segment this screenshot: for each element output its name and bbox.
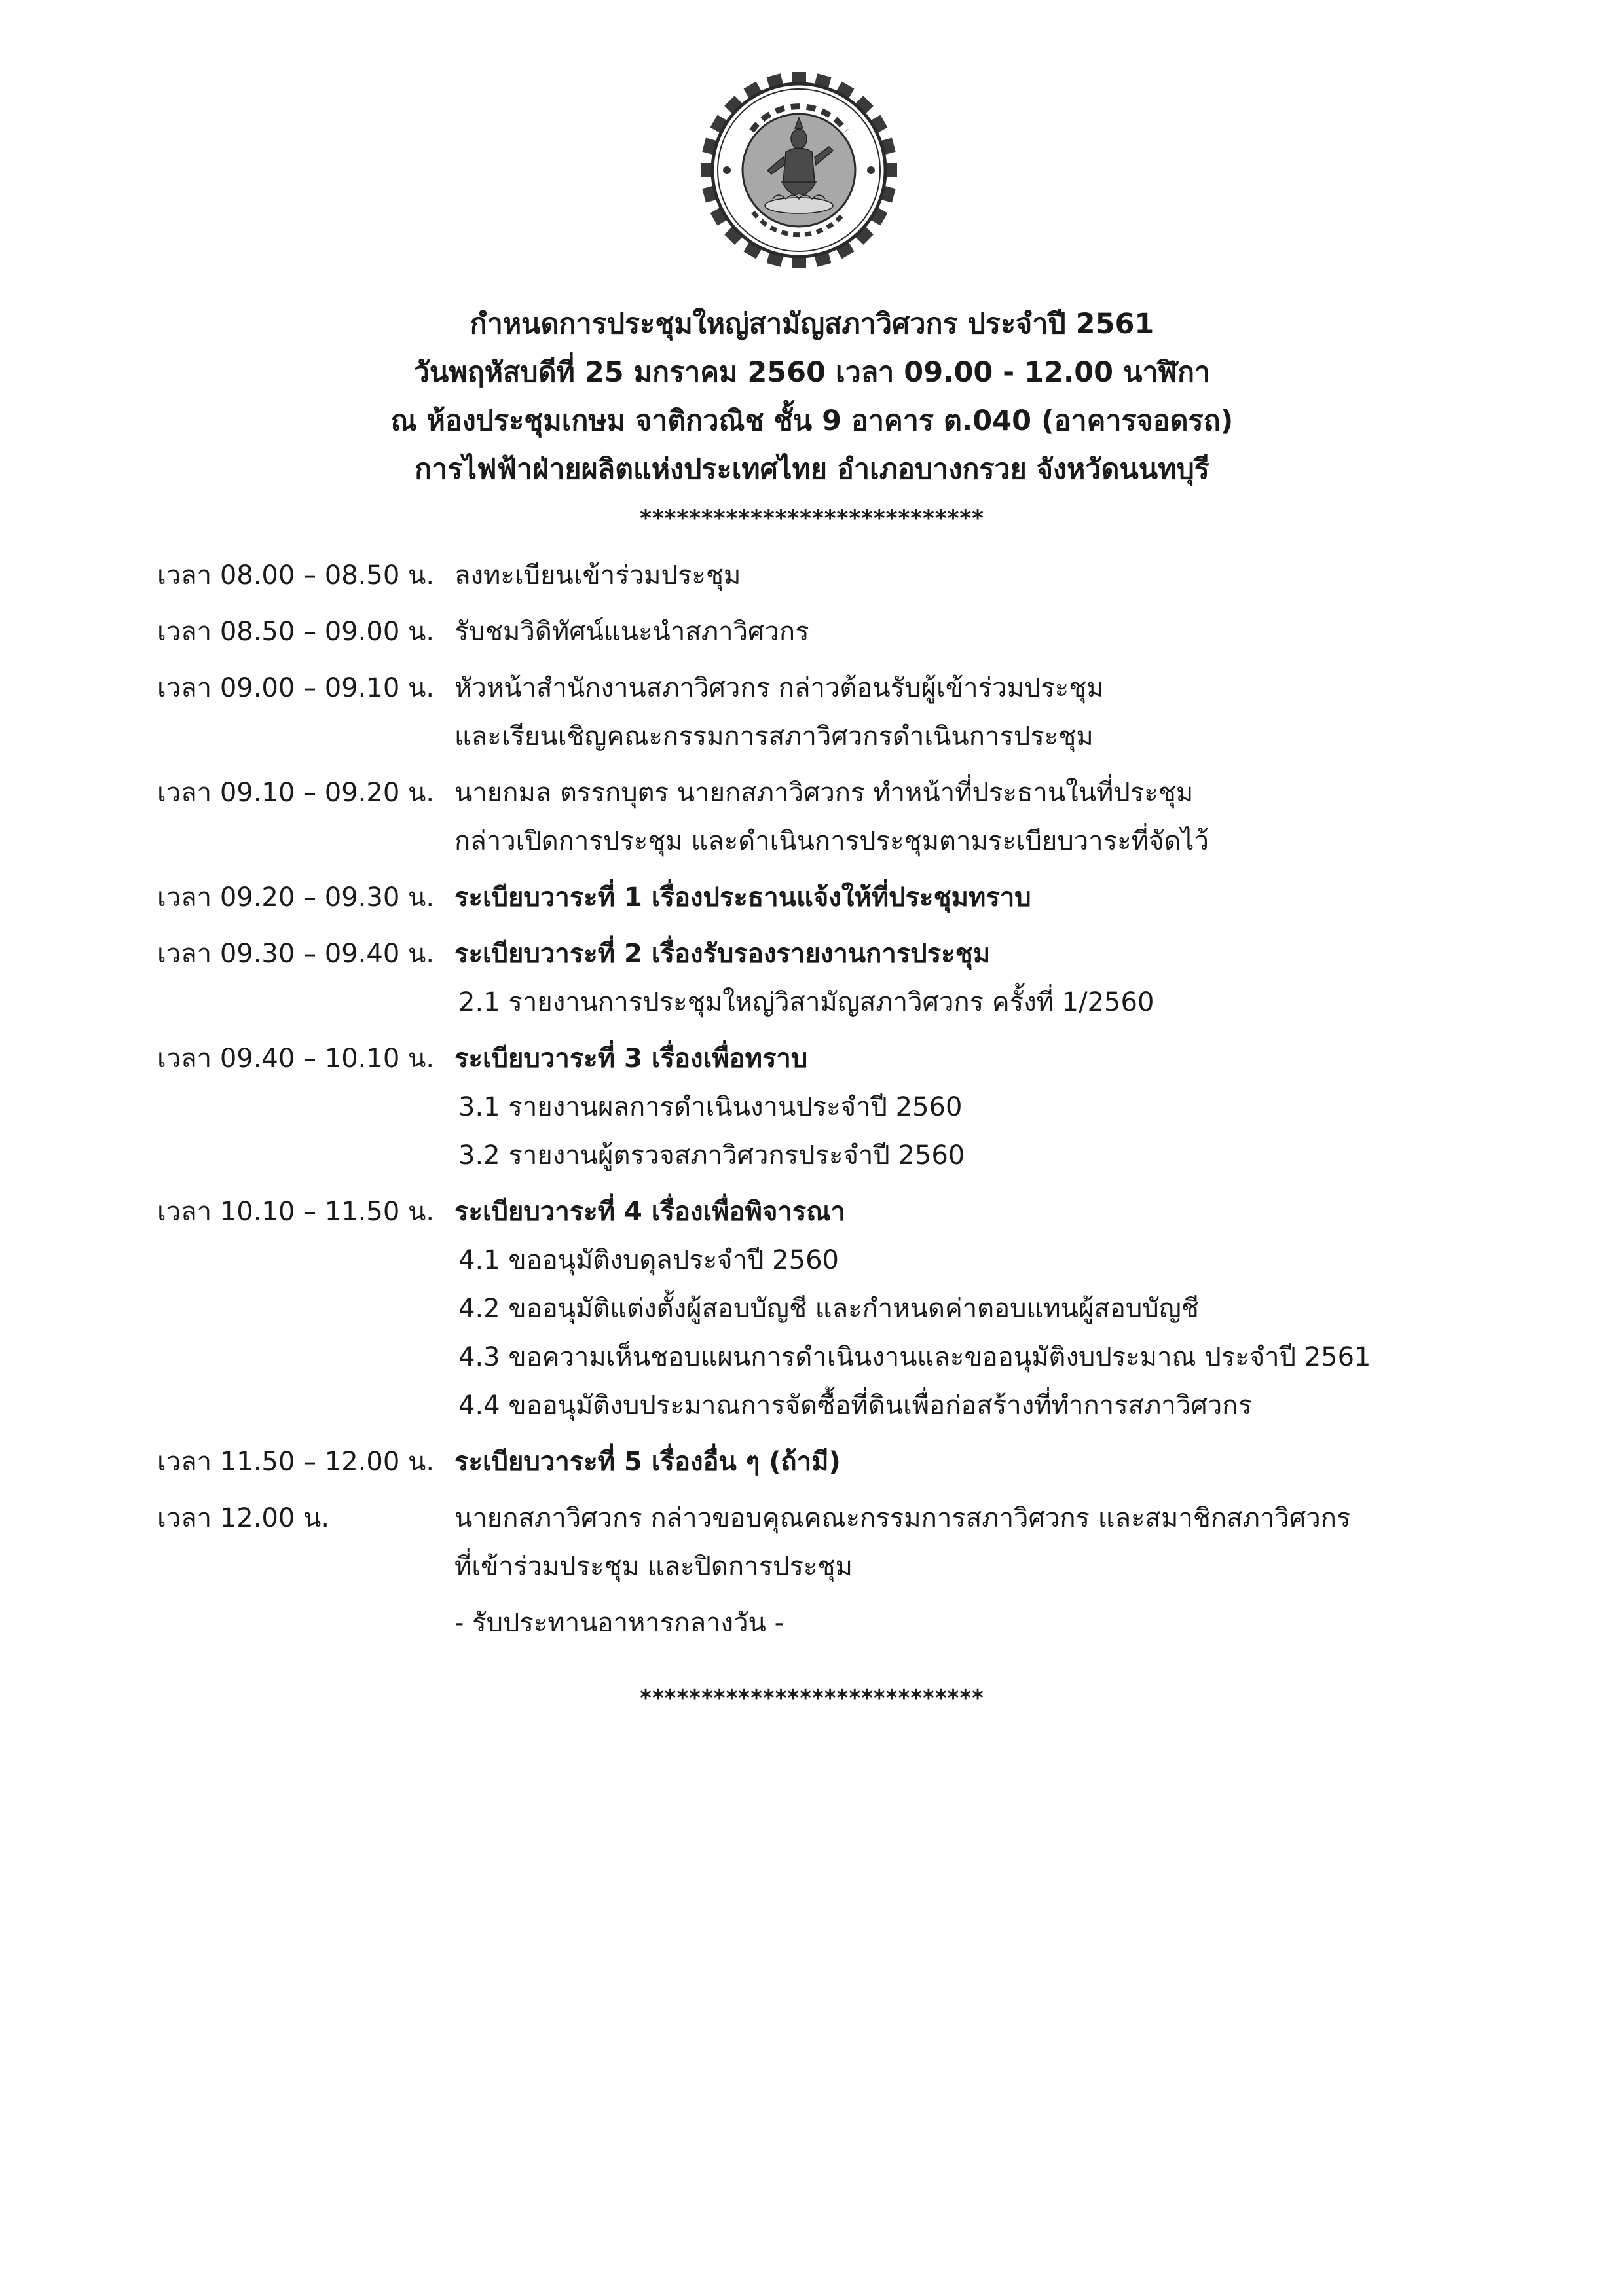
agenda-item-heading: ระเบียบวาระที่ 3 เรื่องเพื่อทราบ — [454, 1044, 808, 1074]
agenda-row — [157, 930, 1480, 1027]
agenda-time: เวลา 08.50 – 09.00 น. — [157, 617, 435, 647]
agenda-schedule — [157, 551, 1480, 1647]
agenda-row — [157, 1034, 1480, 1180]
agenda-row — [157, 873, 1480, 922]
agenda-description — [454, 1034, 1480, 1180]
agenda-description — [454, 1188, 1480, 1430]
agenda-row — [157, 769, 1480, 866]
agenda-item-heading: ระเบียบวาระที่ 1 เรื่องประธานแจ้งให้ที่ประชุมทราบ — [454, 883, 1031, 913]
agenda-item-heading: ระเบียบวาระที่ 5 เรื่องอื่น ๆ (ถ้ามี) — [454, 1447, 841, 1477]
agenda-time: เวลา 09.20 – 09.30 น. — [157, 883, 435, 913]
agenda-description — [454, 1438, 1480, 1486]
agenda-time: เวลา 10.10 – 11.50 น. — [157, 1197, 435, 1227]
agenda-sub-item: 4.3 ขอความเห็นชอบแผนการดำเนินงานและขออนุมัติงบประมาณ ประจำปี 2561 — [458, 1342, 1371, 1372]
separator-bottom: **************************** — [640, 1685, 984, 1711]
agenda-item-text: ลงทะเบียนเข้าร่วมประชุม — [454, 560, 741, 591]
agenda-description — [454, 608, 1480, 656]
agenda-item-text: กล่าวเปิดการประชุม และดำเนินการประชุมตามระเบียบวาระที่จัดไว้ — [454, 826, 1209, 856]
agenda-sub-item: 4.2 ขออนุมัติแต่งตั้งผู้สอบบัญชี และกำหนดค่าตอบแทนผู้สอบบัญชี — [458, 1294, 1199, 1324]
closing-note: - รับประทานอาหารกลางวัน - — [454, 1608, 784, 1638]
agenda-row — [157, 1494, 1480, 1591]
agenda-row — [157, 1188, 1480, 1430]
agenda-item-text: ที่เข้าร่วมประชุม และปิดการประชุม — [454, 1552, 853, 1582]
title-line-2: วันพฤหัสบดีที่ 25 มกราคม 2560 เวลา 09.00 - 12.00 นาฬิกา — [413, 356, 1211, 389]
agenda-row — [157, 664, 1480, 761]
agenda-item-text: หัวหน้าสำนักงานสภาวิศวกร กล่าวต้อนรับผู้เข้าร่วมประชุม — [454, 673, 1104, 703]
title-line-1: กำหนดการประชุมใหญ่สามัญสภาวิศวกร ประจำปี 2561 — [470, 308, 1154, 340]
agenda-row — [157, 1438, 1480, 1486]
agenda-description — [454, 769, 1480, 866]
agenda-item-heading: ระเบียบวาระที่ 2 เรื่องรับรองรายงานการประชุม — [454, 939, 991, 969]
agenda-item-text: นายกมล ตรรกบุตร นายกสภาวิศวกร ทำหน้าที่ประธานในที่ประชุม — [454, 778, 1194, 808]
agenda-time: เวลา 11.50 – 12.00 น. — [157, 1447, 435, 1477]
agenda-sub-item: 2.1 รายงานการประชุมใหญ่วิสามัญสภาวิศวกร ครั้งที่ 1/2560 — [458, 987, 1154, 1017]
agenda-time: เวลา 09.40 – 10.10 น. — [157, 1044, 435, 1074]
agenda-time: เวลา 08.00 – 08.50 น. — [157, 560, 435, 591]
council-seal-logo — [699, 71, 898, 270]
document-title — [196, 300, 1428, 494]
agenda-time: เวลา 12.00 น. — [157, 1503, 330, 1533]
agenda-sub-item: 3.2 รายงานผู้ตรวจสภาวิศวกรประจำปี 2560 — [458, 1140, 965, 1171]
agenda-row — [157, 608, 1480, 656]
agenda-time: เวลา 09.10 – 09.20 น. — [157, 778, 435, 808]
agenda-time: เวลา 09.00 – 09.10 น. — [157, 673, 435, 703]
agenda-sub-item: 4.1 ขออนุมัติงบดุลประจำปี 2560 — [458, 1245, 839, 1275]
separator-top: **************************** — [640, 505, 984, 532]
seal-graphic — [699, 71, 898, 270]
agenda-item-text: นายกสภาวิศวกร กล่าวขอบคุณคณะกรรมการสภาวิศวกร และสมาชิกสภาวิศวกร — [454, 1503, 1351, 1533]
agenda-sub-item: 3.1 รายงานผลการดำเนินงานประจำปี 2560 — [458, 1092, 963, 1122]
agenda-item-heading: ระเบียบวาระที่ 4 เรื่องเพื่อพิจารณา — [454, 1197, 845, 1227]
agenda-description — [454, 1494, 1480, 1591]
agenda-time: เวลา 09.30 – 09.40 น. — [157, 939, 435, 969]
agenda-row — [157, 551, 1480, 600]
title-line-4: การไฟฟ้าฝ่ายผลิตแห่งประเทศไทย อำเภอบางกรวย จังหวัดนนทบุรี — [415, 453, 1209, 486]
agenda-item-text: รับชมวิดิทัศน์แนะนำสภาวิศวกร — [454, 617, 809, 647]
agenda-description — [454, 873, 1480, 922]
title-line-3: ณ ห้องประชุมเกษม จาติกวณิช ชั้น 9 อาคาร ต.040 (อาคารจอดรถ) — [390, 405, 1234, 437]
agenda-description — [454, 930, 1480, 1027]
agenda-sub-item: 4.4 ขออนุมัติงบประมาณการจัดซื้อที่ดินเพื่อก่อสร้างที่ทำการสภาวิศวกร — [458, 1391, 1252, 1421]
agenda-description — [454, 664, 1480, 761]
agenda-item-text: และเรียนเชิญคณะกรรมการสภาวิศวกรดำเนินการประชุม — [454, 721, 1094, 752]
agenda-description — [454, 551, 1480, 600]
